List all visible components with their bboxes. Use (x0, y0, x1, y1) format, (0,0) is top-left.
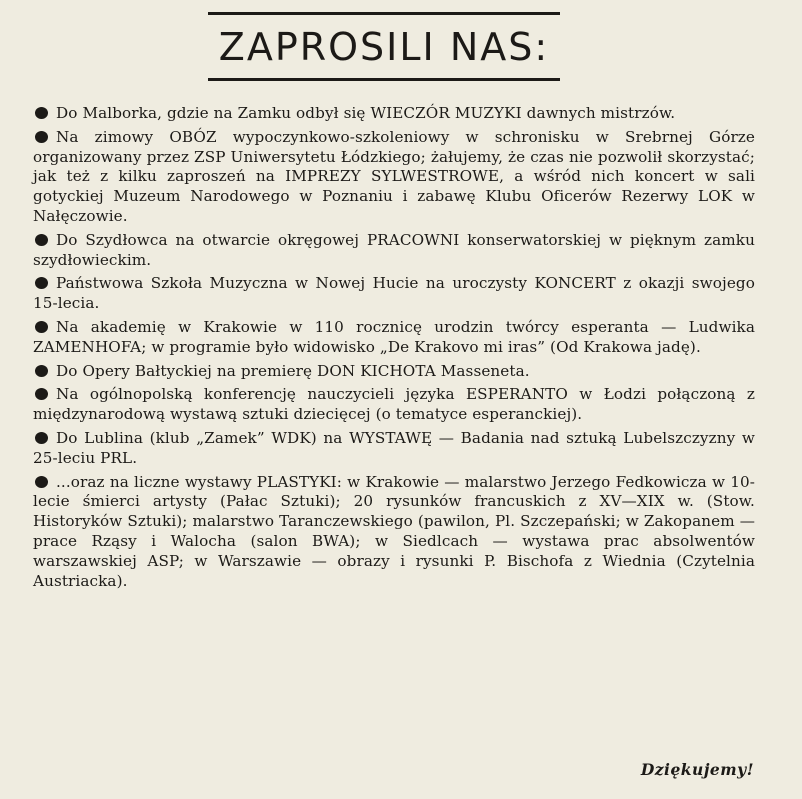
list-item (33, 473, 755, 592)
item-text: ...oraz na liczne wystawy PLASTYKI: w Krakowie — malarstwo Jerzego Fedkowicza w 10-lecie śmierci artysty (Pałac Sztuki); 20 rysunków francuskich z XV—XIX w. (Stow. Historyków Sztuki); malarstwo Taranczewskiego (pawilon, Pl. Szczepański; w Zakopanem — prace Rząsy i Walocha (salon BWA); w Siedlcach — wystawa prac absolwentów warszawskiej ASP; w Warszawie — obrazy i rysunki P. Bischofa z Wiednia (Czytelnia Austriacka). (33, 472, 755, 590)
bullet-icon (35, 365, 48, 377)
bullet-icon (35, 321, 48, 333)
bullet-icon (35, 234, 48, 246)
list-item (33, 274, 755, 314)
item-text: Na zimowy OBÓZ wypoczynkowo-szkoleniowy w schronisku w Srebrnej Górze organizowany przez ZSP Uniwersytetu Łódzkiego; żałujemy, że czas nie pozwolił skorzystać; jak też z kilku zaproszeń na IMPREZY SYLWESTROWE, a wśród nich koncert w sali gotyckiej Muzeum Narodowego w Poznaniu i zabawę Klubu Oficerów Rezerwy LOK w Nałęczowie. (33, 127, 755, 225)
item-text: Na akademię w Krakowie w 110 rocznicę urodzin twórcy esperanta — Ludwika ZAMENHOFA; w programie było widowisko „De Krakovo mi iras” (Od Krakowa jadę). (33, 317, 755, 356)
item-text: Do Lublina (klub „Zamek” WDK) na WYSTAWĘ — Badania nad sztuką Lubelszczyzny w 25-leciu PRL. (33, 428, 755, 467)
list-item (33, 385, 755, 425)
article-body (33, 104, 755, 595)
list-item (33, 104, 755, 124)
closing-thanks: Dziękujemy! (640, 760, 754, 779)
list-item (33, 231, 755, 271)
list-item (33, 318, 755, 358)
item-text: Do Malborka, gdzie na Zamku odbył się WIECZÓR MUZYKI dawnych mistrzów. (56, 104, 676, 122)
list-item (33, 362, 755, 382)
top-rule (208, 12, 560, 15)
item-text: Do Opery Bałtyckiej na premierę DON KICHOTA Masseneta. (56, 361, 530, 380)
item-text: Do Szydłowca na otwarcie okręgowej PRACOWNI konserwatorskiej w pięknym zamku szydłowieckim. (33, 230, 755, 269)
bullet-icon (35, 432, 48, 444)
bullet-icon (35, 107, 48, 119)
bullet-icon (35, 277, 48, 289)
page-title: ZAPROSILI NAS: (218, 25, 550, 69)
item-text: Państwowa Szkoła Muzyczna w Nowej Hucie na uroczysty KONCERT z okazji swojego 15-lecia. (33, 274, 755, 313)
bottom-rule (208, 78, 560, 81)
list-item (33, 128, 755, 227)
item-text: Na ogólnopolską konferencję nauczycieli języka ESPERANTO w Łodzi połączoną z międzynarodową wystawą sztuki dziecięcej (o tematyce esperanckiej). (33, 385, 755, 424)
bullet-icon (35, 131, 48, 143)
bullet-icon (35, 388, 48, 400)
masthead (208, 12, 560, 82)
bullet-icon (35, 476, 48, 488)
list-item (33, 429, 755, 469)
